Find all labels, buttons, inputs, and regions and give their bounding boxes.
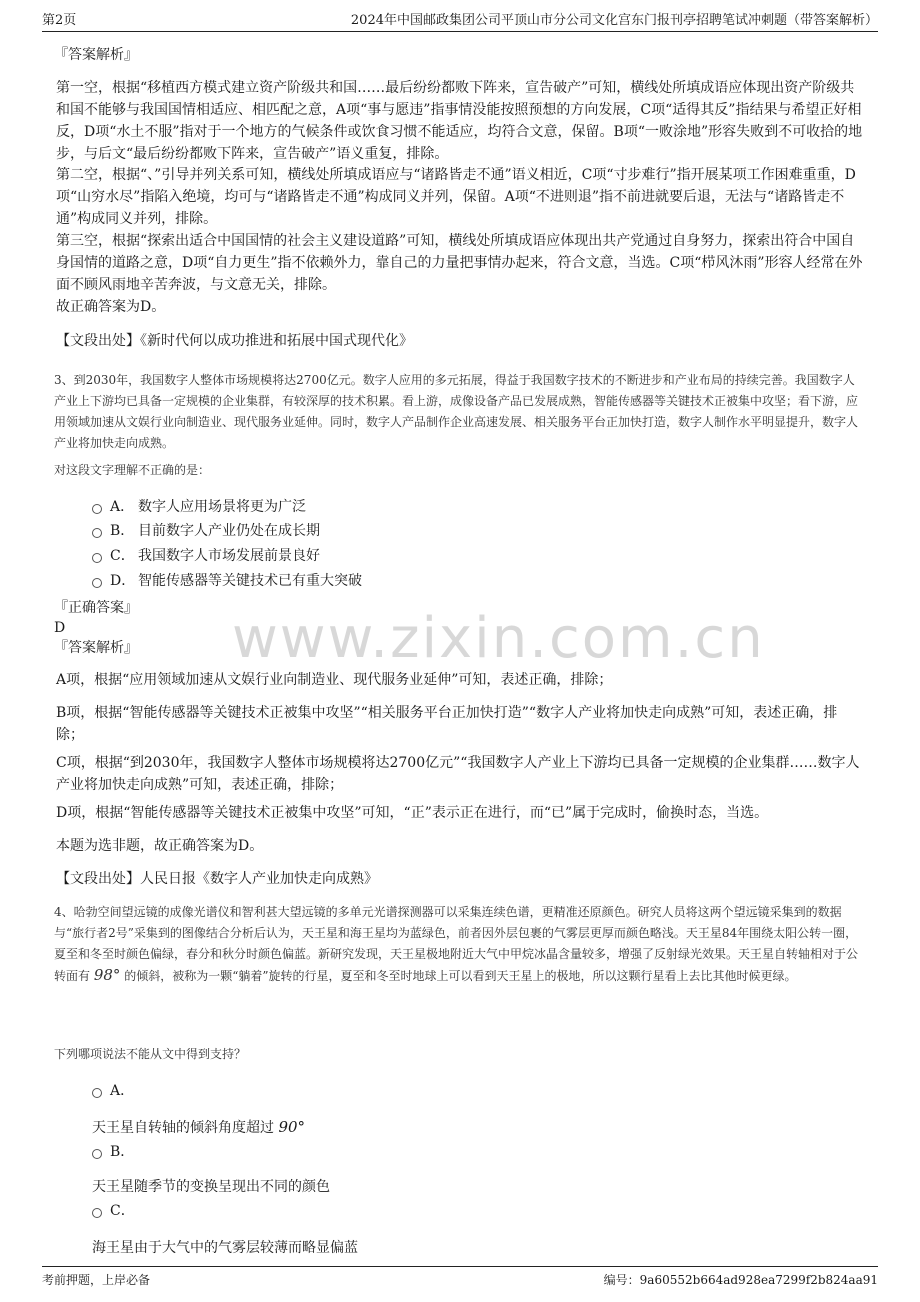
option-text: 数字人应用场景将更为广泛: [138, 499, 306, 515]
page-number: 第2页: [42, 13, 77, 28]
radio-button[interactable]: [92, 1208, 102, 1218]
answer-conclusion: 本题为选非题，故正确答案为D。: [56, 838, 264, 854]
document-id: 编号：9a60552b664ad928ea7299f2b824aa91: [603, 1273, 878, 1287]
analysis-paragraph: C项，根据“到2030年，我国数字人整体市场规模将达2700亿元”“我国数字人产业上下游均已具备一定规模的企业集群……数字人产业将加快走向成熟”可知，表述正确，排除；: [56, 755, 860, 793]
option-text: 天王星自转轴的倾斜角度超过: [92, 1120, 274, 1136]
analysis-paragraph: 第一空，根据“移植西方模式建立资产阶级共和国……最后纷纷都败下阵来，宣告破产”可知，横线处所填成语应体现出资产阶级共和国不能够与我国国情相适应、相匹配之意，A项“事与愿违”指事情没能按照预想的方向发展，C项“适得其反”指结果与希望正好相反，D项“水土不服”指对于一个地方的气候条件或饮食习惯不能适应，均符合文意，保留。B项“一败涂地”形容失败到不可收拾的地步，与后文“最后纷纷都败下阵来，宣告破产”语义重复，排除。: [56, 80, 863, 162]
radio-button[interactable]: [92, 553, 102, 563]
option-b-text: 天王星随季节的变换呈现出不同的颜色: [92, 1179, 330, 1195]
question-prompt: 对这段文字理解不正确的是：: [54, 463, 211, 477]
correct-answer-heading: 『正确答案』: [54, 600, 138, 616]
question-stem: [54, 902, 866, 987]
document-title: 2024年中国邮政集团公司平顶山市分公司文化宫东门报刊亭招聘笔试冲刺题（带答案解析）: [350, 13, 878, 28]
radio-button[interactable]: [92, 504, 102, 514]
analysis-heading: 『答案解析』: [54, 47, 138, 63]
radio-button[interactable]: [92, 1088, 102, 1098]
radio-button[interactable]: [92, 1149, 102, 1159]
option-b[interactable]: [92, 520, 320, 542]
option-letter: D．: [110, 573, 136, 589]
option-text: 我国数字人市场发展前景良好: [138, 548, 320, 564]
analysis-paragraph: A项，根据“应用领域加速从文娱行业向制造业、现代服务业延伸”可知，表述正确，排除；: [56, 672, 613, 688]
radio-button[interactable]: [92, 528, 102, 538]
radio-button[interactable]: [92, 578, 102, 588]
option-d[interactable]: [92, 570, 362, 592]
correct-answer: D: [54, 620, 66, 636]
stem-text: 的倾斜，被称为一颗“躺着”旋转的行星，夏至和冬至时地球上可以看到天王星上的极地，所以这颗行星看上去比其他时候更绿。: [124, 969, 797, 983]
option-a[interactable]: [92, 496, 306, 518]
option-c-text: 海王星由于大气中的气雾层较薄而略显偏蓝: [92, 1240, 358, 1256]
option-letter: A．: [110, 1083, 135, 1099]
option-c[interactable]: [92, 1200, 138, 1222]
source-citation: 【文段出处】人民日报《数字人产业加快走向成熟》: [56, 871, 378, 887]
option-letter: C．: [110, 1203, 135, 1219]
tilt-angle: 90°: [278, 1118, 306, 1136]
tilt-angle: 98°: [93, 966, 121, 984]
option-text: 智能传感器等关键技术已有重大突破: [138, 573, 362, 589]
stem-text: 4、哈勃空间望远镜的成像光谱仪和智利甚大望远镜的多单元光谱探测器可以采集连续色谱，更精准还原颜色。研究人员将这两个望远镜采集到的数据与“旅行者2号”采集到的图像结合分析后认为，天王星和海王星均为蓝绿色，前者因外层包裹的气雾层更厚而颜色略浅。天王星84年围绕太阳公转一圈，夏至和冬至时颜色偏绿，春分和秋分时颜色偏蓝。新研究发现，天王星极地附近大气中甲烷冰晶含量较多，增强了反射绿光效果。天王星自转轴相对于公转面有: [54, 905, 859, 983]
analysis-paragraph: B项，根据“智能传感器等关键技术正被集中攻坚”“相关服务平台正加快打造”“数字人产业将加快走向成熟”可知，表述正确，排除；: [56, 705, 838, 743]
option-text: 目前数字人产业仍处在成长期: [138, 523, 320, 539]
analysis-heading: 『答案解析』: [54, 640, 138, 656]
analysis-paragraph: D项，根据“智能传感器等关键技术正被集中攻坚”可知，“正”表示正在进行，而“已”属于完成时，偷换时态，当选。: [56, 805, 769, 821]
option-a-text: [92, 1116, 305, 1139]
option-a[interactable]: [92, 1080, 138, 1102]
option-letter: B．: [110, 523, 135, 539]
answer-conclusion: 故正确答案为D。: [56, 299, 166, 315]
option-c[interactable]: [92, 545, 320, 567]
analysis-paragraph: 第二空，根据“、”引导并列关系可知，横线处所填成语应与“诸路皆走不通”语义相近，C项“寸步难行”指开展某项工作困难重重，D项“山穷水尽”指陷入绝境，均可与“诸路皆走不通”构成同义并列，保留。A项“不进则退”指不前进就要后退，无法与“诸路皆走不通”构成同义并列，排除。: [56, 167, 856, 227]
page-footer: [42, 1266, 878, 1292]
source-citation: 【文段出处】《新时代何以成功推进和拓展中国式现代化》: [56, 333, 413, 349]
footer-slogan: 考前押题，上岸必备: [42, 1273, 151, 1287]
question-stem: 3、到2030年，我国数字人整体市场规模将达2700亿元。数字人应用的多元拓展，得益于我国数字技术的不断进步和产业布局的持续完善。我国数字人产业上下游均已具备一定规模的企业集群，有较深厚的技术积累。看上游，成像设备产品已发展成熟，智能传感器等关键技术正被集中攻坚；看下游，应用领域加速从文娱行业向制造业、现代服务业延伸。同时，数字人产品制作企业高速发展、相关服务平台正加快打造，数字人制作水平明显提升，数字人产业将加快走向成熟。: [54, 373, 859, 450]
watermark: www.zixin.com.cn: [232, 606, 765, 671]
page-header: [42, 10, 878, 32]
option-letter: A．: [110, 499, 135, 515]
option-letter: B．: [110, 1144, 135, 1160]
analysis-paragraph: 第三空，根据“探索出适合中国国情的社会主义建设道路”可知，横线处所填成语应体现出共产党通过自身努力，探索出符合中国自身国情的道路之意，D项“自力更生”指不依赖外力，靠自己的力量把事情办起来，符合文意，当选。C项“栉风沐雨”形容人经常在外面不顾风雨地辛苦奔波，与文意无关，排除。: [56, 233, 863, 293]
option-b[interactable]: [92, 1141, 138, 1163]
question-prompt: 下列哪项说法不能从文中得到支持？: [54, 1047, 247, 1061]
option-letter: C．: [110, 548, 135, 564]
